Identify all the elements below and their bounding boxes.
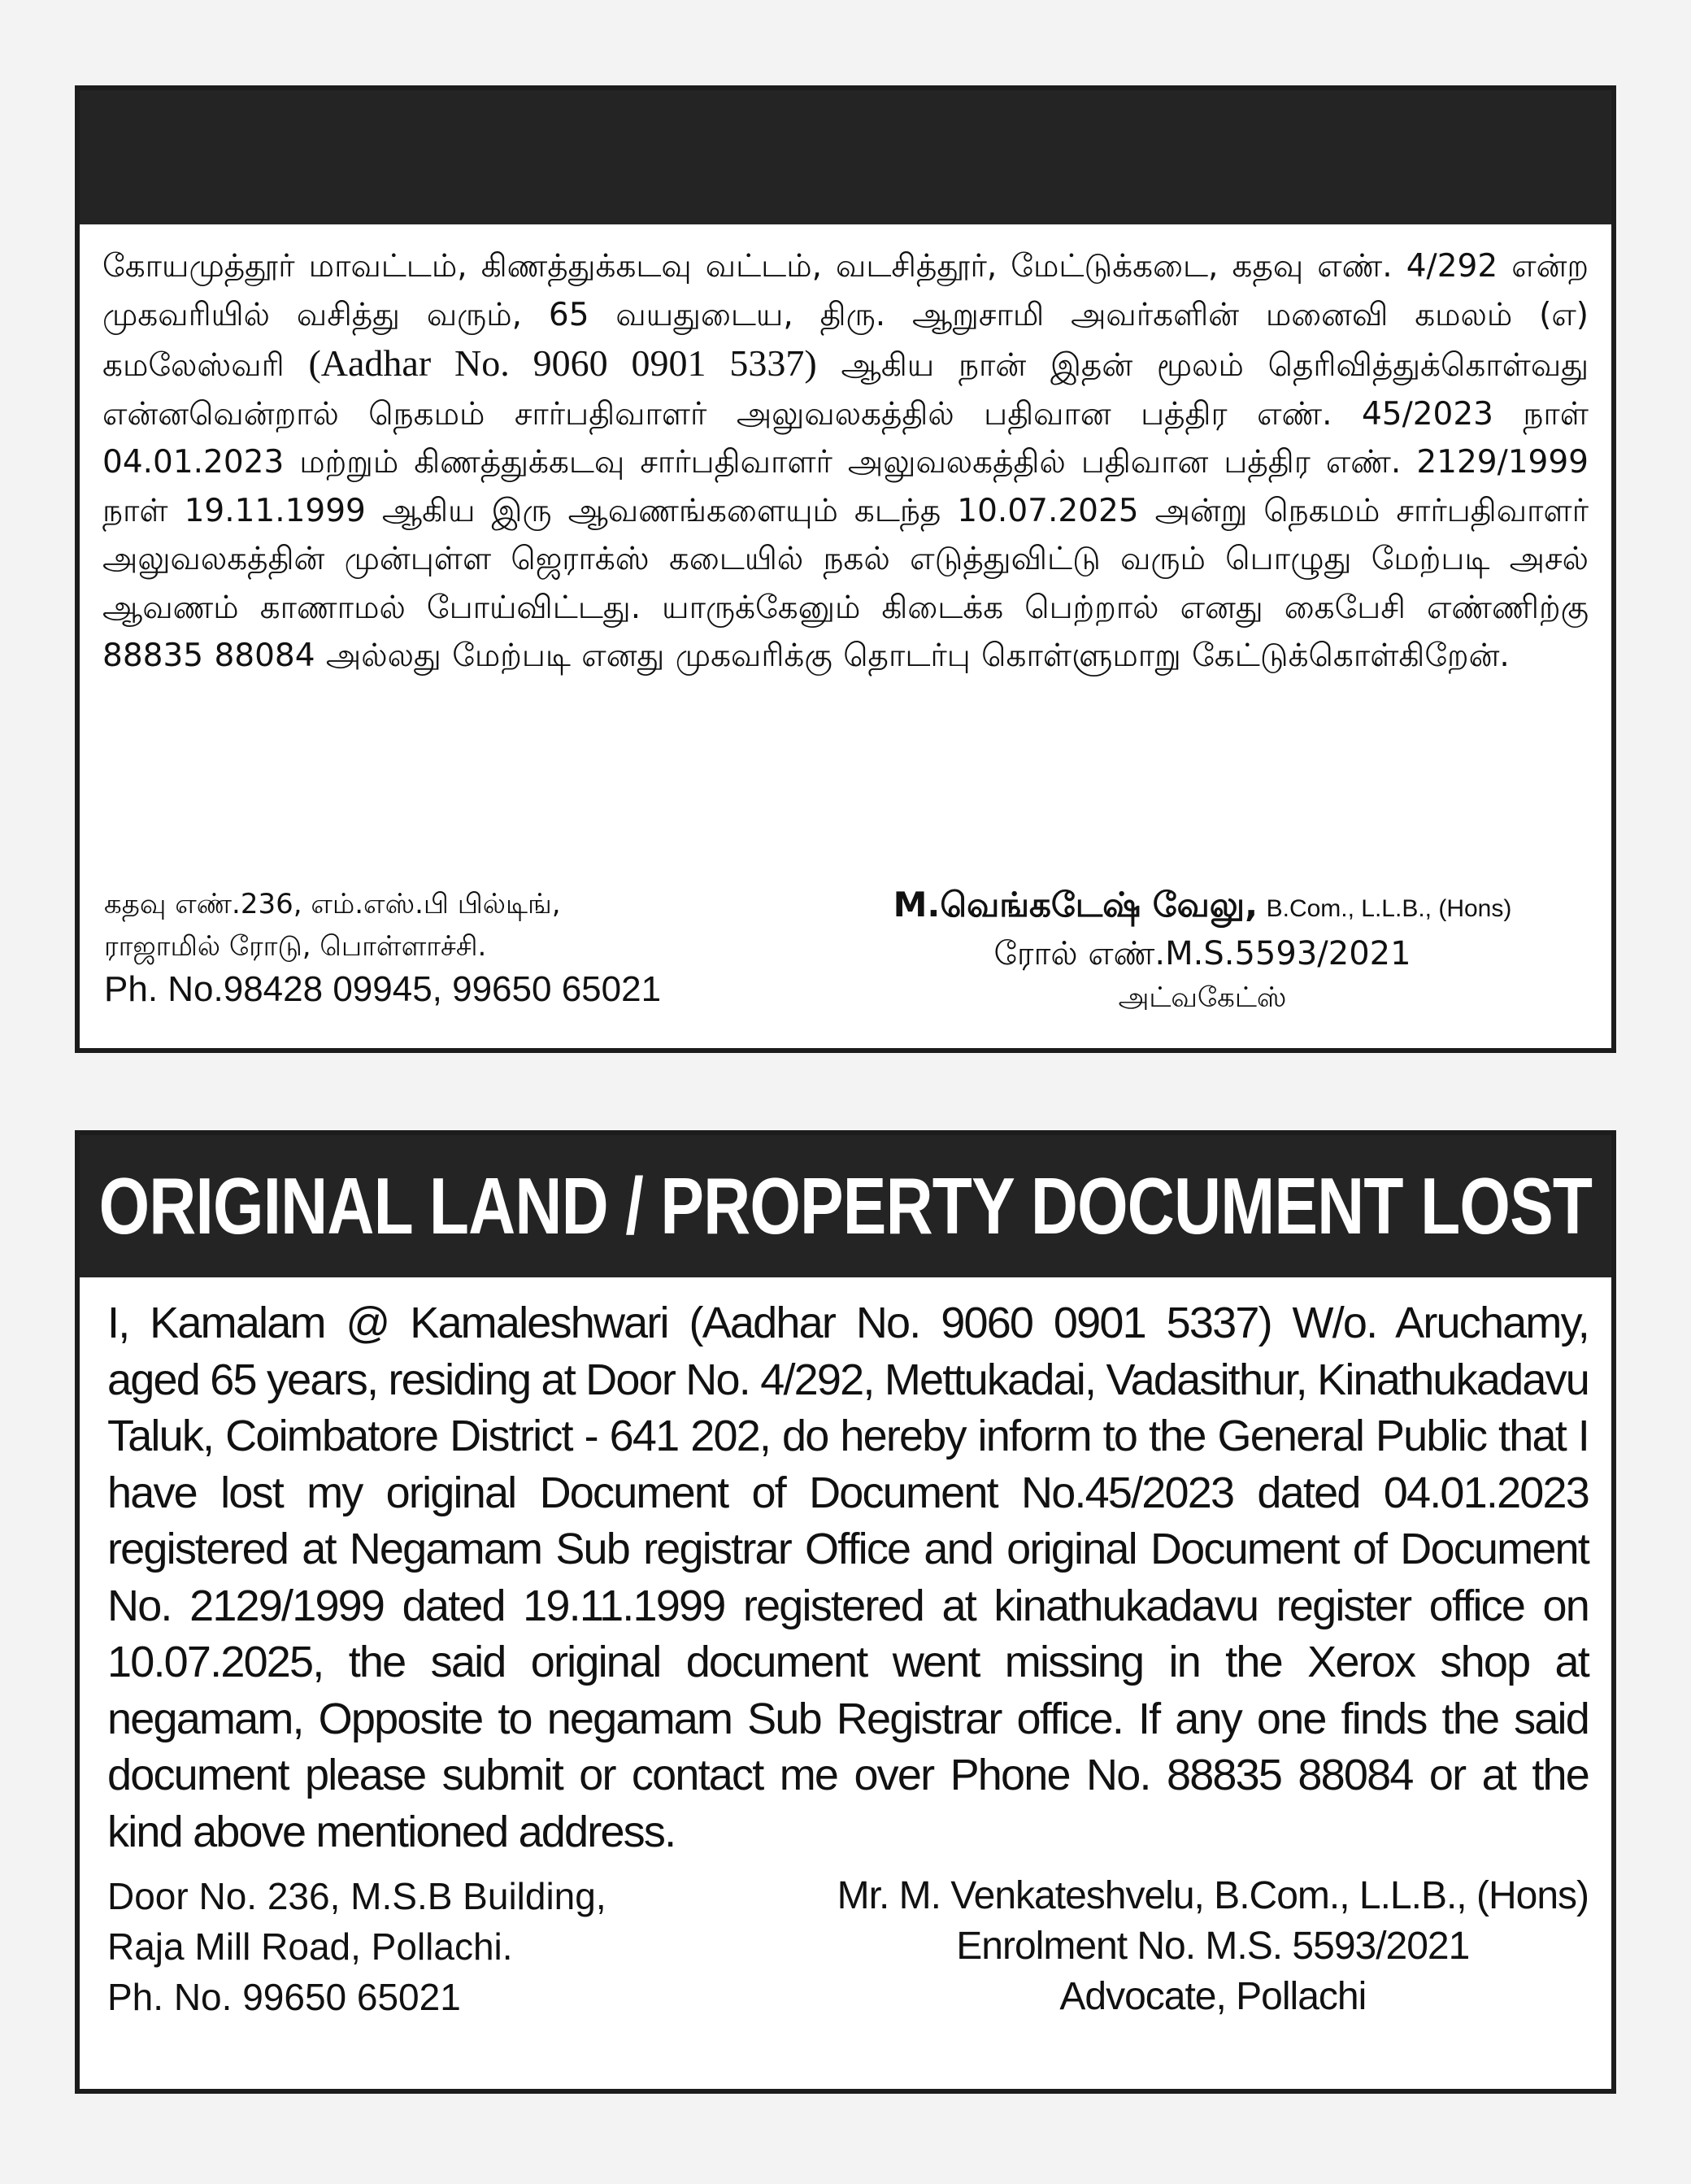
- tamil-heading: [80, 90, 1611, 224]
- tamil-advocate-quals: B.Com., L.L.B., (Hons): [1266, 895, 1512, 922]
- english-signature: [837, 1871, 1589, 2022]
- tamil-address-line2: ராஜாமில் ரோடு, பொள்ளாச்சி.: [104, 930, 487, 963]
- tamil-body: [80, 224, 1611, 681]
- tamil-notice: [75, 85, 1616, 1053]
- english-heading-text: ORIGINAL LAND / PROPERTY DOCUMENT LOST: [98, 1161, 1593, 1251]
- tamil-advocate-name: M.வெங்கடேஷ் வேலு,: [893, 885, 1258, 925]
- tamil-body-part2: ஆகிய நான் இதன் மூலம் தெரிவித்துக்கொள்வது என்னவென்றால் நெகமம் சார்பதிவாளர் அலுவலகத்தில் பதிவான பத்திர எண். 45/2023 நாள் 04.01.2023 மற்றும் கிணத்துக்கடவு சார்பதிவாளர் அலுவலகத்தில் பதிவான பத்திர எண். 2129/1999 நாள் 19.11.1999 ஆகிய இரு ஆவணங்களையும் கடந்த 10.07.2025 அன்று நெகமம் சார்பதிவாளர் அலுவலகத்தின் முன்புள்ள ஜெராக்ஸ் கடையில் நகல் எடுத்துவிட்டு வரும் பொழுது மேற்படி அசல் ஆவணம் காணாமல் போய்விட்டது. யாருக்கேனும் கிடைக்க பெற்றால் எனது கைபேசி எண்ணிற்கு 88835 88084 அல்லது மேற்படி எனது முகவரிக்கு தொடர்பு கொள்ளுமாறு கேட்டுக்கொள்கிறேன்.: [102, 347, 1589, 674]
- english-notice: [75, 1130, 1616, 2094]
- tamil-roll-no: ரோல் எண்.M.S.5593/2021: [993, 935, 1411, 972]
- english-address-line1: Door No. 236, M.S.B Building,: [107, 1875, 606, 1917]
- tamil-body-aadhar: (Aadhar No. 9060 0901 5337): [308, 342, 817, 384]
- tamil-body-part1: கோயமுத்தூர் மாவட்டம், கிணத்துக்கடவு வட்டம், வடசித்தூர், மேட்டுக்கடை, கதவு எண். 4/292 என்ற முகவரியில் வசித்து வரும், 65 வயதுடைய, திரு. ஆறுசாமி அவர்களின் மனைவி கமலம் (எ) கமலேஸ்வரி: [102, 248, 1589, 384]
- tamil-advocate-name-row: [893, 883, 1512, 931]
- tamil-address-line1: கதவு எண்.236, எம்.எஸ்.பி பில்டிங்,: [104, 888, 561, 920]
- english-enrolment-no: Enrolment No. M.S. 5593/2021: [956, 1925, 1470, 1968]
- tamil-footer: [80, 883, 1611, 1019]
- tamil-phone: Ph. No.98428 09945, 99650 65021: [104, 969, 662, 1009]
- english-phone: Ph. No. 99650 65021: [107, 1976, 461, 2018]
- english-footer: [80, 1871, 1611, 2022]
- english-advocate-title: Advocate, Pollachi: [1059, 1975, 1367, 2018]
- english-heading: [80, 1135, 1611, 1277]
- english-advocate-name: Mr. M. Venkateshvelu, B.Com., L.L.B., (Hons): [837, 1874, 1589, 1917]
- tamil-signature: [816, 883, 1589, 1019]
- english-address-line2: Raja Mill Road, Pollachi.: [107, 1925, 513, 1968]
- tamil-advocate-title: அட்வகேட்ஸ்: [1118, 981, 1287, 1014]
- english-address: [107, 1871, 606, 2022]
- english-body: I, Kamalam @ Kamaleshwari (Aadhar No. 9060 0901 5337) W/o. Aruchamy, aged 65 years, residing at Door No. 4/292, Mettukadai, Vadasithur, Kinathukadavu Taluk, Coimbatore District - 641 202, do hereby inform to the General Public that I have lost my original Document of Document No.45/2023 dated 04.01.2023 registered at Negamam Sub registrar Office and original Document of Document No. 2129/1999 dated 19.11.1999 registered at kinathukadavu register office on 10.07.2025, the said original document went missing in the Xerox shop at negamam, Opposite to negamam Sub Registrar office. If any one finds the said document please submit or contact me over Phone No. 88835 88084 or at the kind above mentioned address.: [107, 1299, 1589, 1856]
- tamil-address: [104, 883, 661, 1019]
